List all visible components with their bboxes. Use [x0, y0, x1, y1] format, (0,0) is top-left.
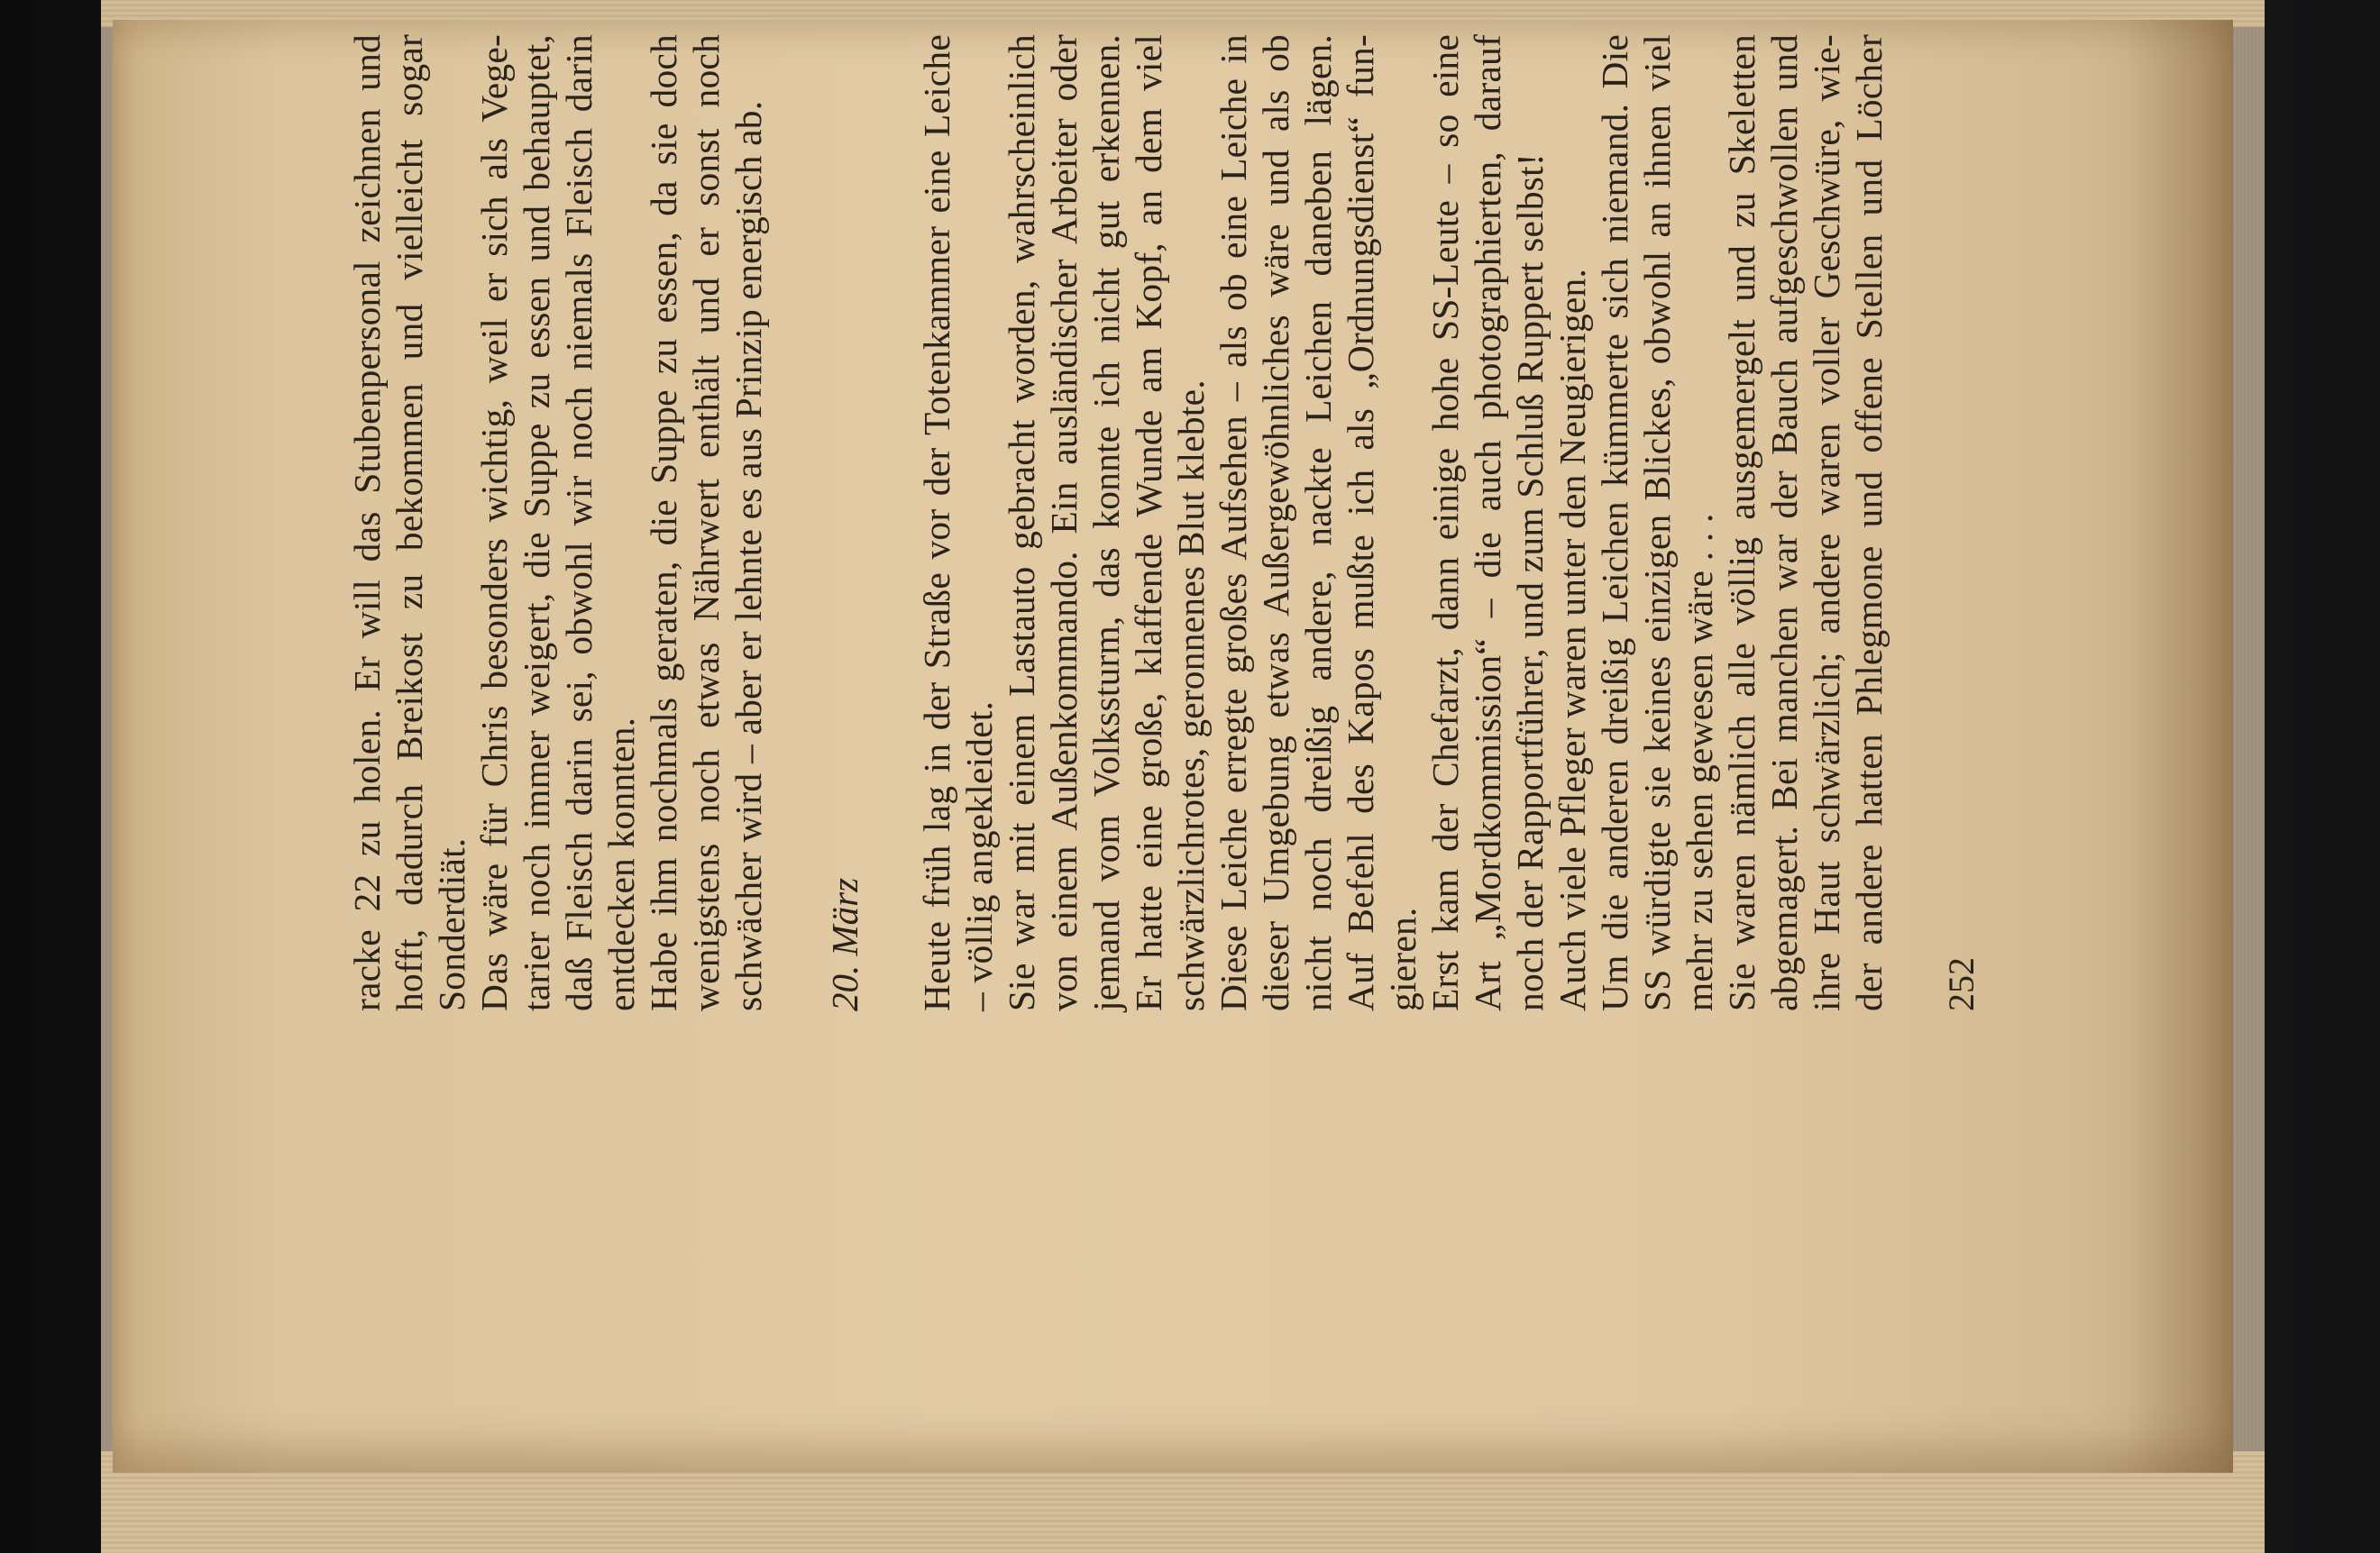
- text-line: schwärzlichrotes, geronnenes Blut klebte.: [1170, 379, 1212, 1011]
- text-line: Das wäre für Chris besonders wichtig, weil er sich als Vege-: [473, 34, 515, 1011]
- text-line: nicht noch dreißig andere, nackte Leichen daneben lägen.: [1297, 34, 1339, 1011]
- text-line: Sonderdiät.: [431, 837, 472, 1011]
- text-line: – völlig angekleidet.: [958, 700, 1000, 1011]
- page-number: 252: [1941, 957, 1982, 1011]
- text-line: Erst kam der Chefarzt, dann einige hohe SS-Leute – so eine: [1424, 34, 1466, 1011]
- text-line: daß Fleisch darin sei, obwohl wir noch niemals Fleisch darin: [558, 34, 600, 1011]
- text-line: Auf Befehl des Kapos mußte ich als „Ordnungsdienst“ fun-: [1340, 34, 1381, 1011]
- text-line: Um die anderen dreißig Leichen kümmerte sich niemand. Die: [1594, 34, 1635, 1011]
- text-line: Sie waren nämlich alle völlig ausgemergelt und zu Skeletten: [1721, 34, 1762, 1011]
- text-line: Diese Leiche erregte großes Aufsehen – als ob eine Leiche in: [1213, 34, 1254, 1011]
- text-line: Habe ihm nochmals geraten, die Suppe zu essen, da sie doch: [643, 34, 684, 1011]
- text-line: jemand vom Volkssturm, das konnte ich nicht gut erkennen.: [1085, 34, 1127, 1011]
- text-line: Sie war mit einem Lastauto gebracht worden, wahrscheinlich: [1001, 34, 1042, 1011]
- text-line: schwächer wird – aber er lehnte es aus Prinzip energisch ab.: [728, 100, 769, 1011]
- text-line: ihre Haut schwärzlich; andere waren voller Geschwüre, wie-: [1806, 34, 1847, 1011]
- text-line: abgemagert. Bei manchen war der Bauch aufgeschwollen und: [1763, 34, 1805, 1011]
- text-line: noch der Rapportführer, und zum Schluß Ruppert selbst!: [1509, 153, 1551, 1011]
- text-line: der andere hatten Phlegmone und offene Stellen und Löcher: [1848, 34, 1890, 1011]
- text-line: gieren.: [1382, 907, 1423, 1011]
- text-line: mehr zu sehen gewesen wäre . . .: [1679, 513, 1720, 1011]
- text-line: racke 22 zu holen. Er will das Stubenpersonal zeichnen und: [346, 34, 388, 1011]
- date-heading: 20. März: [824, 877, 865, 1011]
- text-line: von einem Außenkommando. Ein ausländischer Arbeiter oder: [1043, 34, 1085, 1011]
- text-line: Heute früh lag in der Straße vor der Totenkammer eine Leiche: [916, 34, 957, 1011]
- text-line: Er hatte eine große, klaffende Wunde am Kopf, an dem viel: [1128, 34, 1169, 1011]
- text-line: dieser Umgebung etwas Außergewöhnliches wäre und als ob: [1255, 34, 1296, 1011]
- text-line: Auch viele Pfleger waren unter den Neugierigen.: [1552, 268, 1593, 1011]
- text-line: tarier noch immer weigert, die Suppe zu essen und behauptet,: [516, 34, 557, 1011]
- text-column: [346, 34, 2077, 1011]
- text-line: entdecken konnten.: [600, 717, 642, 1011]
- text-line: hofft, dadurch Breikost zu bekommen und vielleicht sogar: [389, 34, 430, 1011]
- page-gutter-shadow: [2125, 20, 2233, 1473]
- text-line: Art „Mordkommission“ – die auch photographierten, darauf: [1467, 34, 1508, 1011]
- text-line: SS würdigte sie keines einzigen Blickes, obwohl an ihnen viel: [1636, 34, 1678, 1011]
- rotated-text-block: [346, 34, 2077, 1011]
- text-line: wenigstens noch etwas Nährwert enthält und er sonst noch: [685, 34, 727, 1011]
